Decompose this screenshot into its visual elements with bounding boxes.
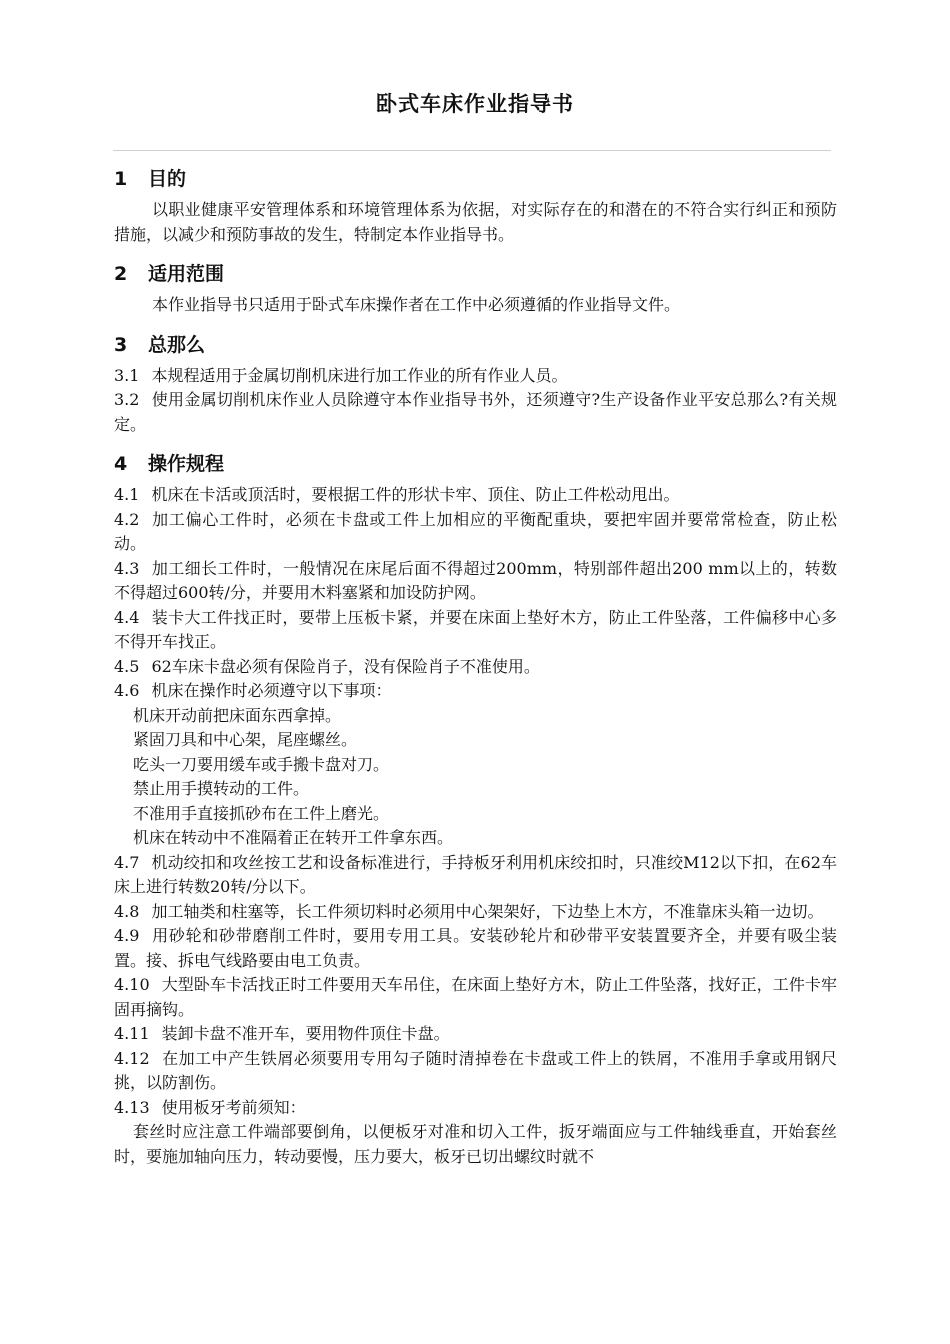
clause-4-1 [114, 483, 837, 508]
clause-text: 加工细长工件时，一般情况在床尾后面不得超过200mm，特别部件超出200 mm以上的，转数不得超过600转/分，并要用木料塞紧和加设防护网。 [114, 558, 837, 602]
clause-text: 使用金属切削机床作业人员除遵守本作业指导书外，还须遵守?生产设备作业平安总那么?有关规定。 [114, 390, 837, 434]
clause-number: 4.12 [114, 1048, 150, 1068]
clause-text: 机床在卡活或顶活时，要根据工件的形状卡牢、顶住、防止工件松动甩出。 [151, 485, 680, 504]
clause-text: 使用板牙考前须知： [161, 1097, 306, 1117]
clause-number: 3.2 [114, 390, 140, 409]
clause-number: 4.3 [114, 558, 140, 578]
clause-number: 4.11 [114, 1024, 150, 1043]
clause-number: 4.9 [114, 926, 140, 945]
clause-number: 4.6 [114, 681, 140, 700]
clause-4-10 [114, 973, 837, 1022]
clause-number: 3.1 [114, 365, 140, 385]
clause-4-12 [114, 1047, 837, 1096]
clause-4-7 [114, 851, 837, 900]
clause-number: 4.10 [114, 975, 150, 994]
title-divider [113, 150, 831, 151]
clause-4-9 [114, 924, 837, 973]
clause-text: 大型卧车卡活找正时工件要用天车吊住，在床面上垫好方木，防止工件坠落，找好正，工件卡牢固再摘钩。 [114, 975, 837, 1019]
clause-number: 4.4 [114, 607, 140, 627]
section-2-paragraph: 本作业指导书只适用于卧式车床操作者在工作中必须遵循的作业指导文件。 [152, 295, 681, 314]
clause-text: 机动绞扣和攻丝按工艺和设备标准进行，手持板牙利用机床绞扣时，只准绞M12以下扣，在62车床上进行转数20转/分以下。 [114, 852, 837, 896]
clause-3-2 [114, 388, 837, 437]
section-number: 2 [114, 263, 128, 285]
clause-text: 用砂轮和砂带磨削工件时，要用专用工具。安装砂轮片和砂带平安装置要齐全，并要有吸尘装置。接、拆电气线路要由电工负责。 [114, 926, 837, 970]
sub-item: 不准用手直接抓砂布在工件上磨光。 [133, 803, 390, 823]
clause-number: 4.7 [114, 852, 140, 872]
clause-text: 加工偏心工件时，必须在卡盘或工件上加相应的平衡配重块，要把牢固并要常常检查，防止松动。 [114, 509, 837, 553]
clause-number: 4.5 [114, 656, 140, 676]
clause-text: 机床在操作时必须遵守以下事项： [151, 681, 392, 700]
clause-4-4 [114, 606, 837, 655]
section-4-heading [114, 445, 837, 483]
section-title: 目的 [148, 168, 187, 190]
clause-4-5 [114, 655, 837, 680]
section-title: 操作规程 [148, 453, 225, 475]
sub-item: 紧固刀具和中心架，尾座螺丝。 [133, 730, 358, 749]
sub-item: 机床开动前把床面东西拿掉。 [133, 705, 342, 725]
clause-number: 4.2 [114, 509, 140, 529]
section-number: 4 [114, 453, 128, 475]
clause-4-13 [114, 1096, 837, 1121]
section-title: 适用范围 [148, 263, 225, 285]
clause-number: 4.13 [114, 1097, 150, 1117]
sub-item: 机床在转动中不准隔着正在转开工件拿东西。 [133, 828, 454, 847]
sub-item: 禁止用手摸转动的工件。 [133, 779, 310, 798]
clause-3-1 [114, 364, 837, 389]
clause-number: 4.1 [114, 485, 140, 504]
clause-4-6 [114, 679, 837, 704]
section-title: 总那么 [148, 333, 206, 356]
clause-text: 装卸卡盘不准开车，要用物件顶住卡盘。 [161, 1024, 450, 1043]
clause-4-13-paragraph: 套丝时应注意工件端部要倒角，以便板牙对准和切入工件，扳牙端面应与工件轴线垂直，开始套丝时，要施加轴向压力，转动要慢，压力要大，板牙已切出螺纹时就不 [114, 1122, 837, 1166]
clause-text: 62车床卡盘必须有保险肖子，没有保险肖子不准使用。 [151, 656, 540, 676]
clause-number: 4.8 [114, 901, 140, 921]
section-2-heading [114, 255, 837, 293]
clause-text: 在加工中产生铁屑必须要用专用勾子随时清掉卷在卡盘或工件上的铁屑，不准用手拿或用钢尺挑，以防割伤。 [114, 1048, 837, 1092]
section-number: 1 [114, 168, 128, 190]
clause-text: 本规程适用于金属切削机床进行加工作业的所有作业人员。 [151, 365, 568, 385]
clause-text: 加工轴类和柱塞等，长工件须切料时必须用中心架架好，下边垫上木方，不准靠床头箱一边切。 [151, 901, 824, 921]
section-1-paragraph: 以职业健康平安管理体系和环境管理体系为依据，对实际存在的和潜在的不符合实行纠正和预防措施，以减少和预防事故的发生，特制定本作业指导书。 [114, 200, 837, 244]
section-3-heading [114, 326, 837, 364]
page-title: 卧式车床作业指导书 [376, 92, 574, 116]
clause-4-3 [114, 557, 837, 606]
clause-4-2 [114, 508, 837, 557]
clause-text: 装卡大工件找正时，要带上压板卡紧，并要在床面上垫好木方，防止工件坠落，工件偏移中心多不得开车找正。 [114, 607, 837, 651]
sub-item: 吃头一刀要用缓车或手搬卡盘对刀。 [133, 754, 390, 774]
clause-4-11 [114, 1022, 837, 1047]
section-number: 3 [114, 333, 128, 356]
clause-4-8 [114, 900, 837, 925]
document-body [114, 160, 837, 1169]
section-1-heading [114, 160, 837, 198]
